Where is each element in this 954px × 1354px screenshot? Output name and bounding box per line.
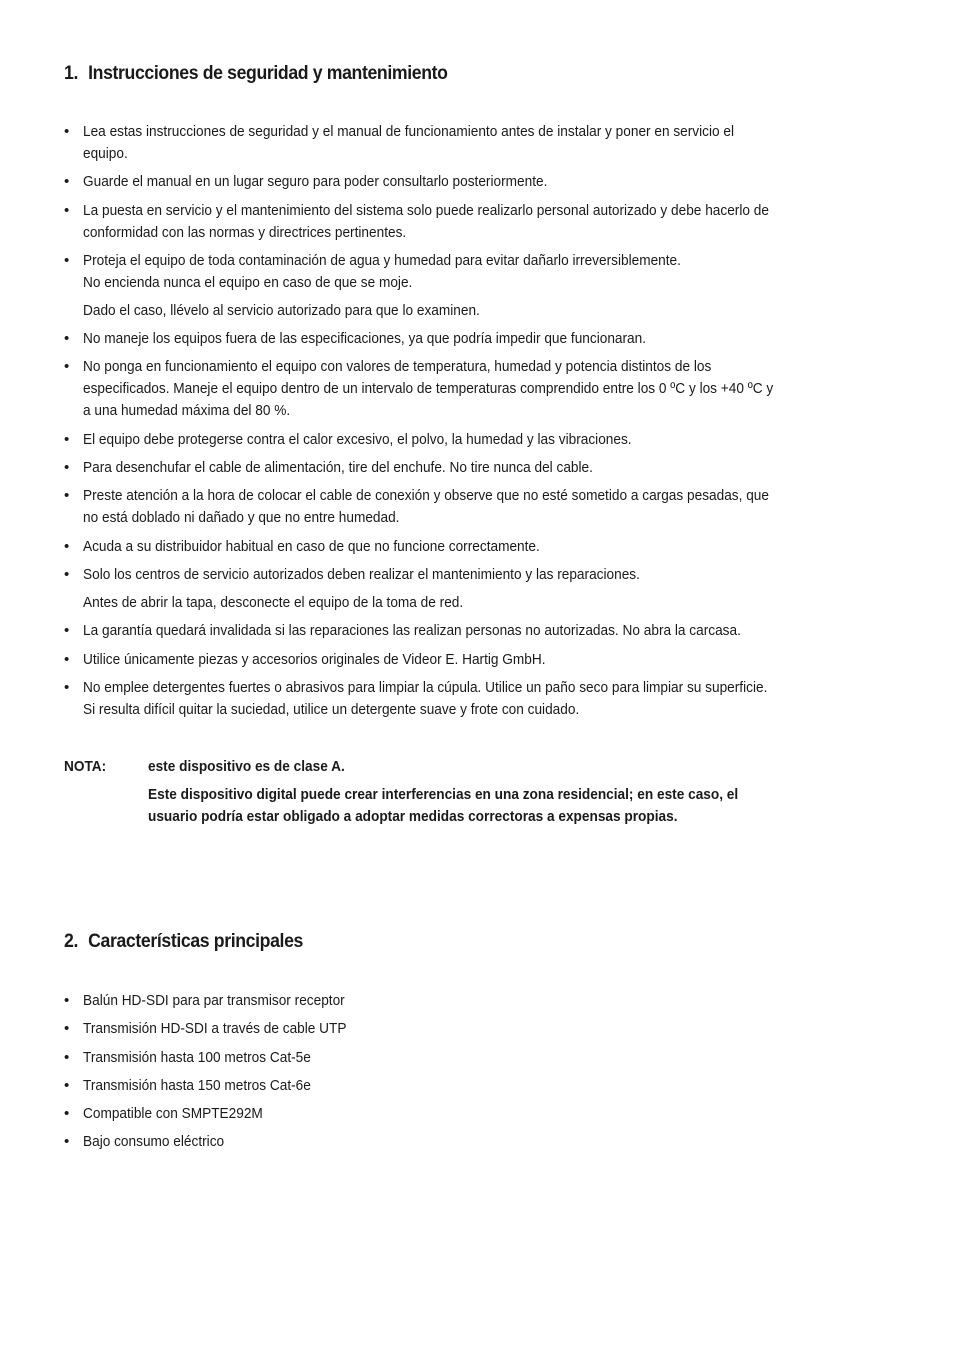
note-line-interference: Este dispositivo digital puede crear interferencias en una zona residencial; en este caso, el usuario podría estar obligado a adoptar medidas correctoras a expensas propias. — [148, 786, 739, 825]
bullet-icon: • — [64, 1133, 70, 1151]
bullet-icon: • — [64, 565, 70, 583]
list-item-text: Para desenchufar el cable de alimentación, tire del enchufe. No tire nunca del cable. — [83, 459, 593, 477]
bullet-icon: • — [64, 1076, 70, 1094]
list-item-text: Compatible con SMPTE292M — [83, 1105, 263, 1123]
bullet-icon: • — [64, 1048, 70, 1066]
list-item — [64, 485, 854, 529]
list-item-text: La puesta en servicio y el mantenimiento del sistema solo puede realizarlo personal autorizado y debe hacerlo de conformidad con las normas y directrices pertinentes. — [83, 201, 769, 241]
list-item — [64, 356, 854, 422]
list-item-text: Balún HD-SDI para par transmisor receptor — [83, 992, 345, 1009]
list-item-text: Utilice únicamente piezas y accesorios originales de Videor E. Hartig GmbH. — [83, 650, 546, 668]
bullet-icon: • — [64, 430, 70, 448]
list-item — [64, 990, 854, 1012]
list-item-text: Solo los centros de servicio autorizados deben realizar el mantenimiento y las reparaciones. — [83, 565, 640, 583]
bullet-icon: • — [64, 1105, 70, 1123]
note-body — [148, 756, 938, 834]
list-item — [64, 1075, 854, 1097]
list-item — [64, 457, 854, 479]
list-item — [64, 536, 854, 558]
list-item-followup-text: Antes de abrir la tapa, desconecte el equipo de la toma de red. — [83, 593, 464, 611]
list-item — [64, 1131, 854, 1153]
list-item-text: El equipo debe protegerse contra el calor excesivo, el polvo, la humedad y las vibraciones. — [83, 430, 632, 448]
list-item — [64, 564, 854, 614]
bullet-icon: • — [64, 330, 70, 348]
list-item-text: Acuda a su distribuidor habitual en caso de que no funcione correctamente. — [83, 537, 540, 555]
list-item — [64, 677, 854, 721]
note-label: NOTA: — [64, 758, 107, 775]
section-1-title: Instrucciones de seguridad y mantenimiento — [88, 63, 448, 84]
list-item-text: Guarde el manual en un lugar seguro para poder consultarlo posteriormente. — [83, 173, 548, 191]
bullet-icon: • — [64, 201, 70, 219]
section-2-title: Características principales — [88, 931, 304, 952]
list-item-text: Transmisión hasta 150 metros Cat-6e — [83, 1076, 311, 1094]
bullet-icon: • — [64, 123, 70, 140]
list-item-text: Proteja el equipo de toda contaminación de agua y humedad para evitar dañarlo irreversiblemente. No encienda nunca el equipo en caso de que se moje. — [83, 251, 681, 291]
bullet-icon: • — [64, 622, 70, 640]
section-1-heading — [64, 63, 448, 85]
list-item — [64, 250, 854, 322]
list-item — [64, 200, 854, 244]
list-item-text: Transmisión HD-SDI a través de cable UTP — [83, 1020, 347, 1038]
list-item-text: Lea estas instrucciones de seguridad y el manual de funcionamiento antes de instalar y poner en servicio el equipo. — [83, 123, 735, 162]
list-item-text: Transmisión hasta 100 metros Cat-5e — [83, 1048, 311, 1066]
list-item-text: No maneje los equipos fuera de las especificaciones, ya que podría impedir que funcionaran. — [83, 330, 647, 348]
section-2-heading — [64, 931, 303, 953]
list-item — [64, 429, 854, 451]
list-item — [64, 1103, 854, 1125]
list-item — [64, 171, 854, 193]
list-item — [64, 620, 854, 642]
section-1-number: 1. — [64, 63, 78, 84]
list-item-text: La garantía quedará invalidada si las reparaciones las realizan personas no autorizadas. No abra la carcasa. — [83, 622, 741, 640]
list-item-text: No ponga en funcionamiento el equipo con valores de temperatura, humedad y potencia distintos de los especificados. Maneje el equipo dentro de un intervalo de temperaturas comprendido entre los 0 ºC y los +40 ºC y a una humedad máxima del 80 %. — [83, 358, 774, 420]
features-list — [64, 990, 854, 1160]
note-line-class-a: este dispositivo es de clase A. — [148, 758, 345, 775]
safety-instructions-list — [64, 121, 854, 727]
list-item — [64, 1047, 854, 1069]
bullet-icon: • — [64, 251, 70, 269]
list-item-text: No emplee detergentes fuertes o abrasivos para limpiar la cúpula. Utilice un paño seco para limpiar su superficie. Si resulta difícil quitar la suciedad, utilice un detergente suave y frote con cuidado. — [83, 678, 768, 718]
list-item — [64, 1018, 854, 1040]
bullet-icon: • — [64, 487, 70, 505]
bullet-icon: • — [64, 459, 70, 477]
section-2-number: 2. — [64, 931, 78, 952]
list-item-text: Bajo consumo eléctrico — [83, 1133, 225, 1151]
list-item-followup-text: Dado el caso, llévelo al servicio autorizado para que lo examinen. — [83, 301, 480, 319]
bullet-icon: • — [64, 650, 70, 668]
list-item — [64, 328, 854, 350]
bullet-icon: • — [64, 173, 70, 191]
list-item — [64, 121, 854, 165]
bullet-icon: • — [64, 537, 70, 555]
list-item — [64, 649, 854, 671]
bullet-icon: • — [64, 358, 70, 376]
bullet-icon: • — [64, 992, 70, 1009]
bullet-icon: • — [64, 678, 70, 696]
list-item-text: Preste atención a la hora de colocar el cable de conexión y observe que no esté sometido a cargas pesadas, que no está doblado ni dañado y que no entre humedad. — [83, 487, 769, 527]
bullet-icon: • — [64, 1020, 70, 1038]
